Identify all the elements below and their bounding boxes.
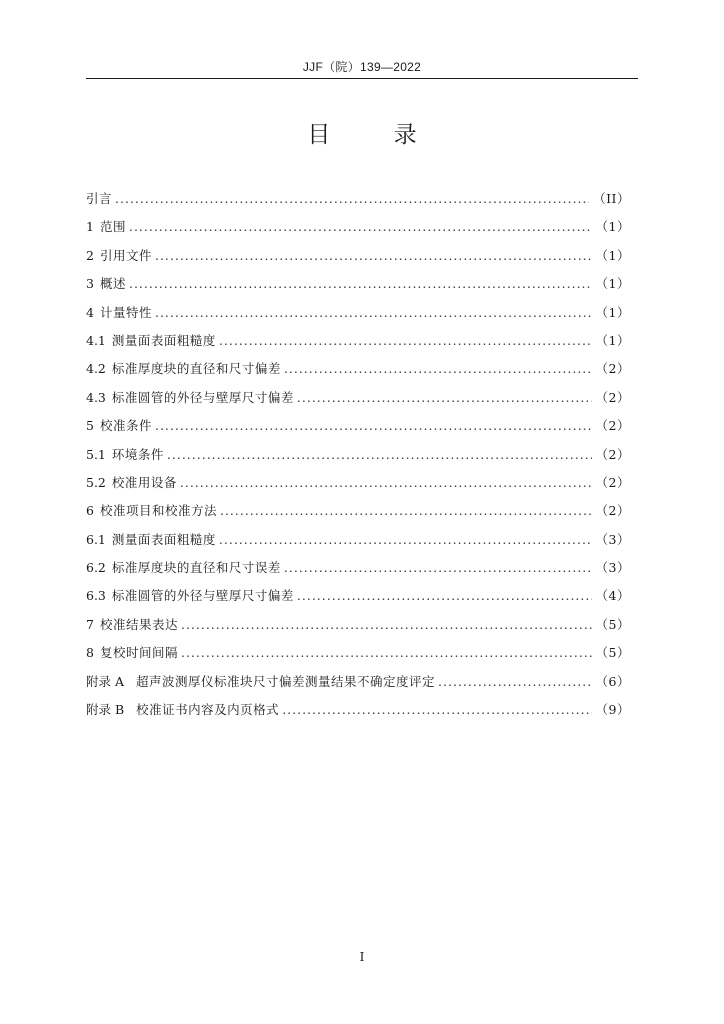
toc-leader-dots: [220, 497, 592, 525]
toc-entry-label: 标准厚度块的直径和尺寸偏差: [111, 361, 281, 377]
toc-leader-dots: [219, 327, 592, 355]
toc-entry-page: （1）: [595, 219, 630, 235]
toc-entry[interactable]: [86, 327, 630, 355]
toc-entry[interactable]: [86, 696, 630, 724]
toc-entry-number: 4.2: [86, 361, 106, 377]
toc-entry-label: 校准项目和校准方法: [99, 503, 217, 519]
toc-entry[interactable]: [86, 441, 630, 469]
toc-leader-dots: [155, 242, 592, 270]
toc-entry-page: （2）: [595, 446, 630, 462]
toc-leader-dots: [181, 639, 592, 667]
toc-entry[interactable]: [86, 384, 630, 412]
toc-entry-page: （1）: [595, 276, 630, 292]
toc-entry-number: 5.1: [86, 446, 106, 462]
toc-entry-label: 计量特性: [99, 304, 152, 320]
document-code-header: JJF（院）139—2022: [302, 60, 422, 74]
toc-entry[interactable]: [86, 611, 630, 639]
toc-entry-page: （3）: [595, 531, 630, 547]
toc-entry-label: 校准结果表达: [99, 616, 178, 632]
toc-entry[interactable]: [86, 554, 630, 582]
toc-entry-page: （5）: [595, 616, 630, 632]
toc-entry-label: 测量面表面粗糙度: [111, 531, 216, 547]
toc-leader-dots: [115, 185, 589, 213]
toc-entry-number: 附录 A: [86, 673, 125, 689]
toc-entry-number: 2: [86, 247, 94, 263]
page-title: 目 录: [307, 122, 445, 148]
toc-entry-page: （2）: [595, 474, 630, 490]
toc-leader-dots: [284, 554, 592, 582]
toc-entry-label: 复校时间间隔: [99, 645, 178, 661]
toc-entry-label: 校准用设备: [111, 474, 177, 490]
toc-entry[interactable]: [86, 213, 630, 241]
table-of-contents: [86, 185, 630, 724]
toc-entry-page: （II）: [593, 191, 630, 206]
page-number: I: [359, 950, 365, 964]
toc-entry-page: （1）: [595, 332, 630, 348]
toc-leader-dots: [129, 213, 592, 241]
toc-entry-number: 8: [86, 645, 94, 661]
toc-entry-page: （2）: [595, 361, 630, 377]
toc-entry-label: 标准厚度块的直径和尺寸误差: [111, 560, 281, 576]
toc-entry[interactable]: [86, 185, 630, 213]
toc-entry-page: （6）: [595, 673, 630, 689]
toc-entry-number: 5.2: [86, 474, 106, 490]
toc-leader-dots: [297, 384, 592, 412]
toc-leader-dots: [181, 611, 592, 639]
header-rule: [86, 78, 638, 79]
toc-entry[interactable]: [86, 270, 630, 298]
toc-entry-label: 范围: [99, 219, 126, 235]
toc-entry-page: （5）: [595, 645, 630, 661]
toc-entry-page: （4）: [595, 588, 630, 604]
toc-entry-page: （2）: [595, 418, 630, 434]
toc-entry-label: 校准证书内容及内页格式: [136, 702, 280, 718]
toc-entry[interactable]: [86, 242, 630, 270]
toc-entry-label: 环境条件: [111, 446, 164, 462]
toc-entry[interactable]: [86, 497, 630, 525]
toc-entry[interactable]: [86, 412, 630, 440]
toc-leader-dots: [180, 469, 592, 497]
toc-entry-number: 6.2: [86, 560, 106, 576]
toc-entry-page: （3）: [595, 560, 630, 576]
toc-leader-dots: [297, 582, 592, 610]
toc-leader-dots: [284, 355, 592, 383]
toc-leader-dots: [167, 441, 592, 469]
toc-leader-dots: [155, 299, 592, 327]
toc-leader-dots: [219, 526, 592, 554]
toc-entry-page: （2）: [595, 389, 630, 405]
toc-entry-page: （2）: [595, 503, 630, 519]
toc-entry-number: 7: [86, 616, 94, 632]
toc-entry-label: 校准条件: [99, 418, 152, 434]
toc-entry[interactable]: [86, 355, 630, 383]
toc-entry-number: 4.3: [86, 389, 106, 405]
toc-entry-page: （1）: [595, 304, 630, 320]
toc-entry-label: 测量面表面粗糙度: [111, 332, 216, 348]
toc-entry-label: 标准圆管的外径与壁厚尺寸偏差: [111, 588, 294, 604]
toc-entry-number: 6.1: [86, 531, 106, 547]
toc-entry-number: 4.1: [86, 332, 106, 348]
toc-entry-label: 超声波测厚仪标准块尺寸偏差测量结果不确定度评定: [136, 673, 436, 689]
toc-leader-dots: [282, 696, 591, 724]
toc-entry-number: 4: [86, 304, 94, 320]
toc-entry-number: 1: [86, 219, 94, 235]
toc-leader-dots: [438, 668, 592, 696]
toc-entry-number: 5: [86, 418, 94, 434]
toc-entry-number: 6.3: [86, 588, 106, 604]
toc-entry[interactable]: [86, 469, 630, 497]
toc-entry-label: 引言: [86, 191, 113, 206]
toc-entry-number: 3: [86, 276, 94, 292]
toc-leader-dots: [129, 270, 592, 298]
toc-entry-number: 附录 B: [86, 702, 125, 718]
toc-entry-page: （9）: [595, 702, 630, 718]
toc-leader-dots: [155, 412, 592, 440]
toc-entry[interactable]: [86, 668, 630, 696]
toc-entry[interactable]: [86, 582, 630, 610]
toc-entry[interactable]: [86, 639, 630, 667]
toc-entry-label: 标准圆管的外径与壁厚尺寸偏差: [111, 389, 294, 405]
toc-entry[interactable]: [86, 526, 630, 554]
toc-entry[interactable]: [86, 299, 630, 327]
toc-entry-label: 概述: [99, 276, 126, 292]
toc-entry-label: 引用文件: [99, 247, 152, 263]
toc-entry-number: 6: [86, 503, 94, 519]
toc-entry-page: （1）: [595, 247, 630, 263]
